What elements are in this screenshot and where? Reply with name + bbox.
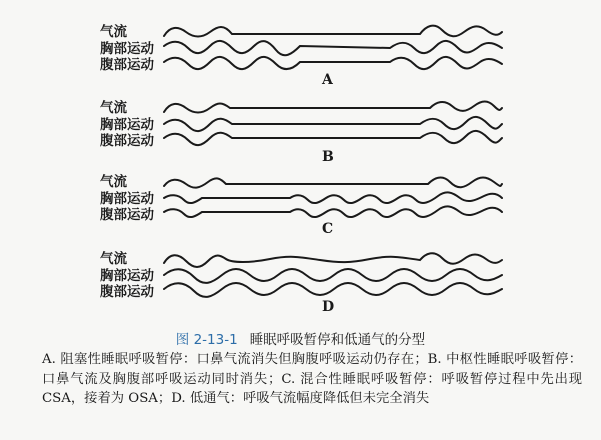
panel-b-traces [160, 100, 505, 150]
airflow-trace [164, 253, 502, 267]
label-abdominal-motion: 腹部运动 [100, 133, 154, 149]
panel-letter: C [322, 221, 334, 237]
panel-c-labels [100, 174, 154, 224]
chest-trace [164, 41, 502, 55]
panel-a-labels [100, 24, 154, 74]
panel-c [0, 174, 601, 236]
chest-trace [164, 269, 502, 283]
panel-b [0, 100, 601, 165]
abdominal-trace [164, 283, 502, 297]
label-abdominal-motion: 腹部运动 [100, 284, 154, 300]
panel-c-traces [160, 174, 505, 224]
airflow-trace [164, 26, 502, 37]
chest-trace [164, 192, 502, 203]
label-chest-motion: 胸部运动 [100, 190, 154, 207]
abdominal-trace [164, 131, 502, 145]
label-airflow: 气流 [100, 100, 127, 116]
panel-d [0, 251, 601, 313]
panel-a-traces [160, 24, 505, 74]
abdominal-trace [164, 206, 502, 217]
panel-a [0, 24, 601, 86]
panel-letter: D [322, 299, 335, 315]
abdominal-trace [164, 57, 502, 69]
panel-letter: A [322, 72, 333, 88]
panel-d-traces [160, 251, 505, 301]
figure-number: 图 2-13-1 [175, 332, 238, 348]
label-chest-motion: 胸部运动 [100, 267, 154, 284]
chest-trace [164, 117, 502, 131]
panel-b-labels [100, 100, 154, 150]
figure-description: A. 阻塞性睡眠呼吸暂停：口鼻气流消失但胸腹呼吸运动仍存在；B. 中枢性睡眠呼吸暂停：口鼻气流及胸腹部呼吸运动同时消失；C. 混合性睡眠呼吸暂停：呼吸暂停过程中先出现 CSA，接着为 OSA；D. 低通气：呼吸气流幅度降低但未完全消失 [42, 352, 582, 406]
label-airflow: 气流 [100, 174, 127, 190]
panel-d-labels [100, 251, 154, 301]
figure-caption [0, 328, 601, 348]
figure-title: 睡眠呼吸暂停和低通气的分型 [249, 332, 426, 348]
label-abdominal-motion: 腹部运动 [100, 207, 154, 223]
airflow-trace [164, 102, 502, 113]
label-abdominal-motion: 腹部运动 [100, 57, 154, 73]
airflow-trace [164, 178, 502, 188]
label-airflow: 气流 [100, 251, 127, 267]
label-airflow: 气流 [100, 24, 127, 40]
label-chest-motion: 胸部运动 [100, 40, 154, 57]
panel-letter: B [322, 149, 334, 165]
label-chest-motion: 胸部运动 [100, 116, 154, 133]
